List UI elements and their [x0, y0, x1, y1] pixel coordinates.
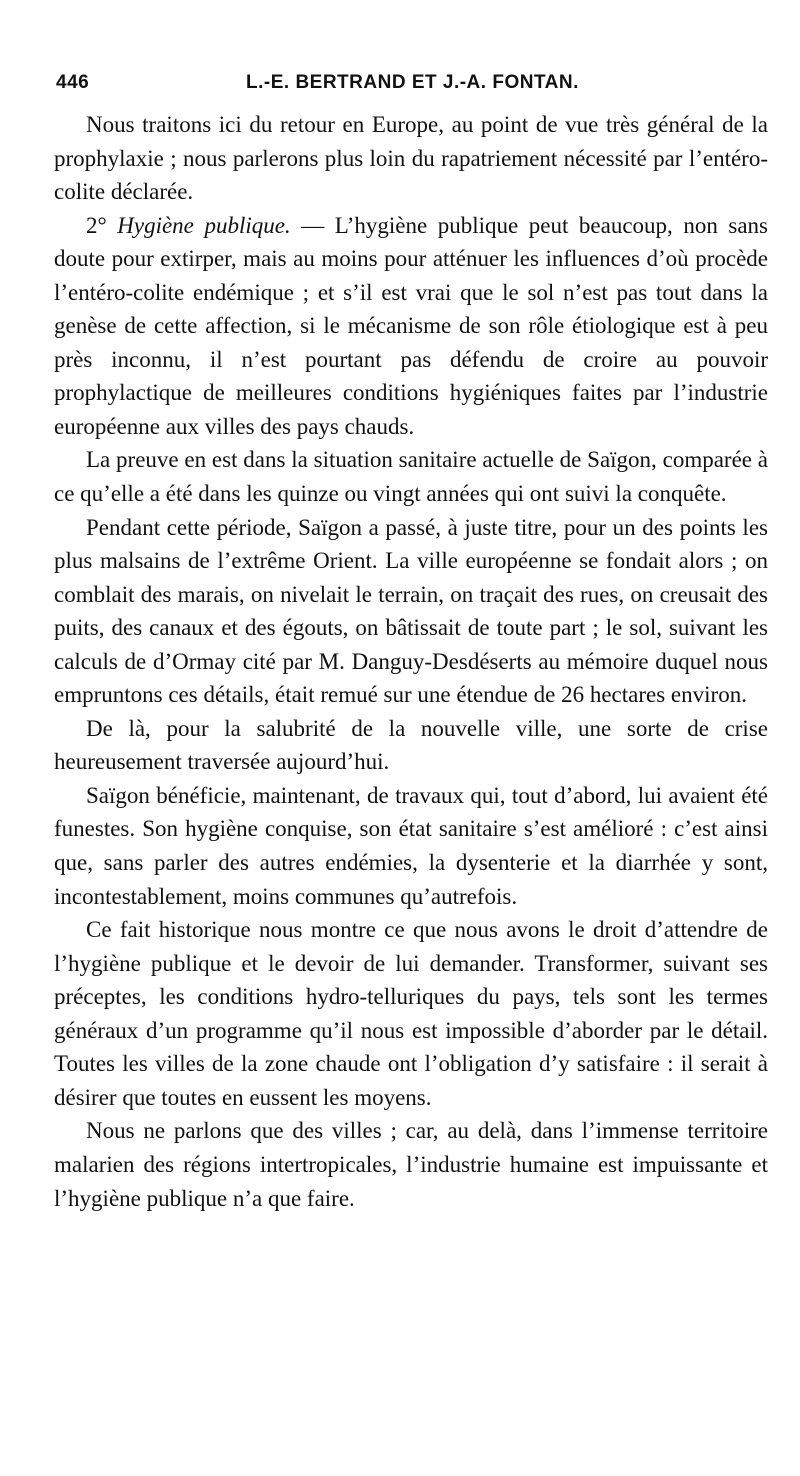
section-heading: Hygiène publique. [117, 212, 291, 238]
running-head [56, 72, 766, 102]
paragraph-8: Nous ne parlons que des villes ; car, au delà, dans l’immense territoire malarien des régions intertropicales, l’industrie humaine est impuissante et l’hygiène publique n’a que faire. [54, 1118, 768, 1211]
body-text [54, 108, 768, 1215]
paragraph-4: Pendant cette période, Saïgon a passé, à juste titre, pour un des points les plus malsains de l’extrême Orient. La ville européenne se fondait alors ; on comblait des marais, on nivelait le terrain, on traçait des rues, on creusait des puits, des canaux et des égouts, on bâtissait de toute part ; le sol, suivant les calculs de d’Ormay cité par M. Danguy-Desdéserts au mémoire duquel nous empruntons ces détails, était remué sur une étendue de 26 hectares environ. [54, 514, 768, 708]
paragraph-2-text: — L’hygiène publique peut beaucoup, non sans doute pour extirper, mais au moins pour atténuer les influences d’où procède l’entéro-colite endémique ; et s’il est vrai que le sol n’est pas tout dans la genèse de cette affection, si le mécanisme de son rôle étiologique est à peu près inconnu, il n’est pourtant pas défendu de croire au pouvoir prophylactique de meilleures conditions hygiéniques faites par l’industrie européenne aux villes des pays chauds. [54, 212, 769, 439]
section-number: 2° [86, 212, 107, 238]
page-number: 446 [56, 72, 90, 93]
running-head-authors: L.-E. BERTRAND ET J.-A. FONTAN. [246, 72, 579, 93]
paragraph-5: De là, pour la salubrité de la nouvelle ville, une sorte de crise heureusement traversée aujourd’hui. [54, 715, 768, 775]
paragraph-7: Ce fait historique nous montre ce que nous avons le droit d’attendre de l’hygiène publique et le devoir de lui demander. Transformer, suivant ses préceptes, les conditions hydro-telluriques du pays, tels sont les termes généraux d’un programme qu’il nous est impossible d’aborder par le détail. Toutes les villes de la zone chaude ont l’obligation d’y satisfaire : il serait à désirer que toutes en eussent les moyens. [54, 917, 768, 1110]
paragraph-6: Saïgon bénéficie, maintenant, de travaux qui, tout d’abord, lui avaient été funestes. Son hygiène conquise, son état sanitaire s’est amélioré : c’est ainsi que, sans parler des autres endémies, la dysenterie et la diarrhée y sont, incontestablement, moins communes qu’autrefois. [54, 782, 768, 909]
paragraph-3: La preuve en est dans la situation sanitaire actuelle de Saïgon, comparée à ce qu’elle a été dans les quinze ou vingt années qui ont suivi la conquête. [54, 447, 768, 507]
paragraph-1: Nous traitons ici du retour en Europe, au point de vue très général de la prophylaxie ; nous parlerons plus loin du rapatriement nécessité par l’entéro-colite déclarée. [54, 112, 768, 205]
paragraph-2 [54, 209, 768, 444]
